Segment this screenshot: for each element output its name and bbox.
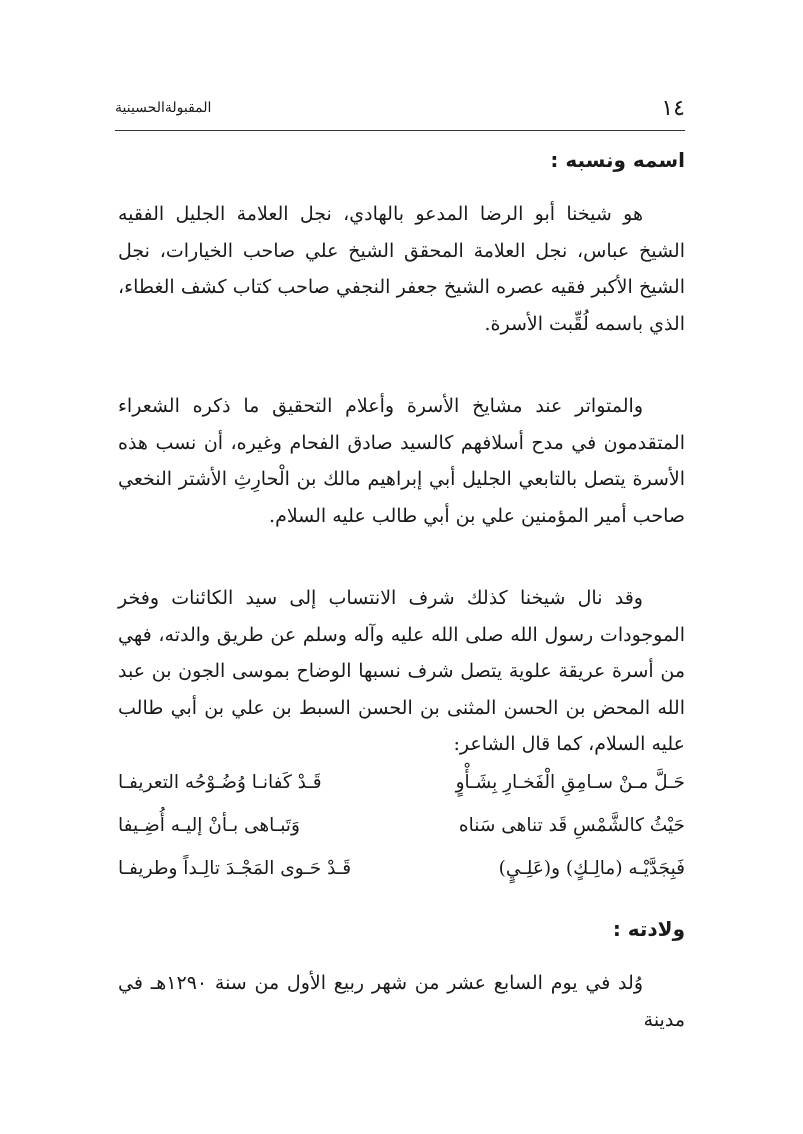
running-title: المقبولةالحسينية bbox=[115, 100, 212, 116]
paragraph: وقد نال شيخنا كذلك شرف الانتساب إلى سيد الكائنات وفخر الموجودات رسول الله صلى الله عليه وآله وسلم عن طريق والدته، فهي من أسرة عريقة علوية يتصل شرف نسبها الوضاح بموسى الجون بن عبد الله المحض بن الحسن المثنى بن الحسن السبط بن علي بن أبي طالب عليه السلام، كما قال الشاعر: bbox=[118, 587, 685, 755]
poem-verse bbox=[118, 772, 685, 812]
paragraph: والمتواتر عند مشايخ الأسرة وأعلام التحقيق ما ذكره الشعراء المتقدمون في مدح أسلافهم كالسيد صادق الفحام وغيره، أن نسب هذه الأسرة يتصل بالتابعي الجليل أبي إبراهيم مالك بن الْحارِثِ الأشتر النخعي صاحب أمير المؤمنين علي بن أبي طالب عليه السلام. bbox=[118, 395, 685, 527]
page-number: ١٤ bbox=[661, 96, 685, 121]
paragraph: وُلد في يوم السابع عشر من شهر ربيع الأول من سنة ١٢٩٠هـ في مدينة bbox=[118, 972, 685, 1031]
verse-first-hemistich: حَيْثُ كالشَّمْسِ قَد تناهى سَناه bbox=[458, 815, 685, 836]
poem-verse bbox=[118, 858, 685, 898]
verse-first-hemistich: حَـلَّ مـنْ سـامِقِ الْفَخـارِ بِشَـأْوٍ bbox=[455, 772, 685, 793]
poem-verse bbox=[118, 815, 685, 855]
section-heading-birth: ولادته : bbox=[612, 917, 685, 941]
verse-second-hemistich: قَـدْ حَـوى المَجْـدَ تالِـداً وطريفـا bbox=[118, 858, 352, 879]
verse-second-hemistich: وَتَبـاهى بـأنْ إليـه أُضِـيفا bbox=[118, 815, 300, 836]
verse-second-hemistich: قَـدْ كَفانـا وُضُـوْحُه التعريفـا bbox=[118, 772, 322, 793]
verse-first-hemistich: فَبِجَدَّيْـه (مالِـكٍ) و(عَلِـيٍ) bbox=[498, 858, 685, 879]
paragraph: هو شيخنا أبو الرضا المدعو بالهادي، نجل العلامة الجليل الفقيه الشيخ عباس، نجل العلامة المحقق الشيخ علي صاحب الخيارات، نجل الشيخ الأكبر فقيه عصره الشيخ جعفر النجفي صاحب كتاب كشف الغطاء، الذي باسمه لُقِّبت الأسرة. bbox=[118, 203, 685, 335]
section-heading-name-lineage: اسمه ونسبه : bbox=[550, 148, 685, 172]
page-header bbox=[115, 92, 685, 131]
